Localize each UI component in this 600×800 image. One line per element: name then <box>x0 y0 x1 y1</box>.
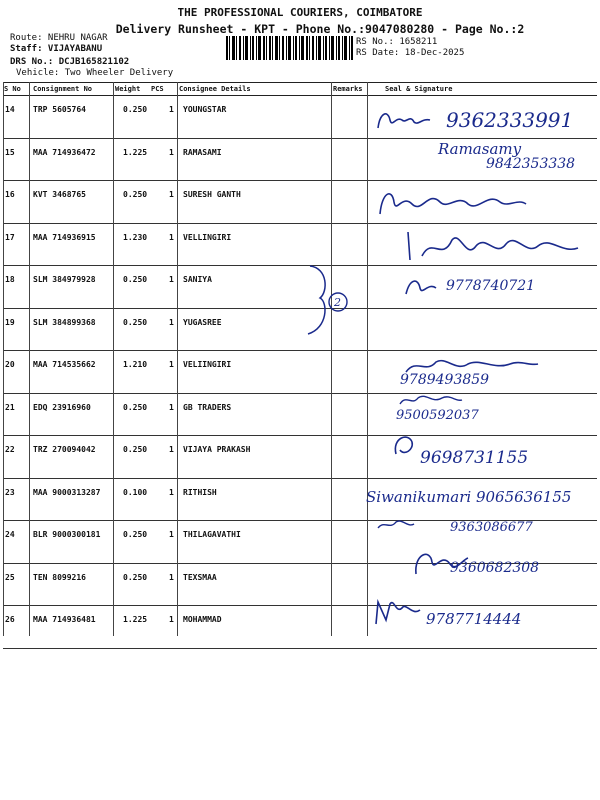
rs-number: RS No.: 1658211 <box>356 37 438 47</box>
row-consignee: VIJAYA PRAKASH <box>183 445 251 454</box>
company-title: THE PROFESSIONAL COURIERS, COIMBATORE <box>177 6 423 19</box>
row-sno: 23 <box>5 487 15 497</box>
handwritten-phone-26: 9787714444 <box>426 610 522 628</box>
row-weight: 0.100 <box>123 487 148 497</box>
row-consignment-no: TRP 5605764 <box>33 105 86 114</box>
row-pcs: 1 <box>169 530 174 539</box>
signature-mark <box>372 594 432 628</box>
row-weight: 0.250 <box>123 317 148 327</box>
vehicle-label: Vehicle: Two Wheeler Delivery <box>16 68 174 78</box>
row-consignment-no: MAA 714936915 <box>33 232 96 242</box>
row-sno: 14 <box>5 105 15 114</box>
row-pcs: 1 <box>169 360 174 369</box>
row-consignee: MOHAMMAD <box>183 615 222 624</box>
row-sno: 17 <box>5 232 15 242</box>
row-consignment-no: MAA 9000313287 <box>33 487 101 497</box>
row-weight: 1.225 <box>123 615 148 624</box>
col-consignee-header: Consignee Details <box>179 85 251 93</box>
row-pcs: 1 <box>169 147 174 157</box>
row-consignment-no: MAA 714936481 <box>33 615 96 624</box>
handwritten-phone-20: 9789493859 <box>400 372 490 388</box>
row-weight: 1.230 <box>123 232 148 242</box>
row-consignment-no: SLM 384899368 <box>33 317 96 327</box>
col-consignment-header: Consignment No <box>33 85 93 93</box>
signature-area <box>366 98 598 646</box>
drs-number: DRS No.: DCJB165821102 <box>10 57 130 67</box>
handwritten-phone-15: 9842353338 <box>486 156 576 172</box>
row-pcs: 1 <box>169 105 174 114</box>
row-weight: 0.250 <box>123 445 148 454</box>
row-consignment-no: SLM 384979928 <box>33 275 96 284</box>
row-sno: 25 <box>5 572 15 582</box>
row-consignment-no: TRZ 270094042 <box>33 445 96 454</box>
row-pcs: 1 <box>169 487 174 497</box>
row-pcs: 1 <box>169 317 174 327</box>
row-sno: 20 <box>5 360 15 369</box>
row-pcs: 1 <box>169 232 174 242</box>
row-consignment-no: MAA 714535662 <box>33 360 96 369</box>
signature-mark <box>396 392 466 408</box>
rs-date: RS Date: 18-Dec-2025 <box>356 48 465 58</box>
col-sno-header: S No <box>4 85 21 93</box>
bracket-mark <box>298 262 358 338</box>
row-weight: 0.250 <box>123 572 148 582</box>
row-weight: 0.250 <box>123 190 148 199</box>
signature-mark <box>376 518 416 532</box>
row-pcs: 1 <box>169 572 174 582</box>
col-divider <box>177 82 178 636</box>
col-pcs-header: PCS <box>151 85 164 93</box>
signature-mark <box>390 430 418 458</box>
runsheet-title: Delivery Runsheet - KPT - Phone No.:9047080280 - Page No.:2 <box>115 22 525 36</box>
col-seal-header: Seal & Signature <box>385 85 453 93</box>
staff-label: Staff: VIJAYABANU <box>10 44 103 54</box>
col-divider <box>29 82 30 636</box>
row-consignment-no: EDQ 23916960 <box>33 402 91 412</box>
handwritten-name-15: Ramasamy <box>438 140 522 158</box>
row-consignee: RAMASAMI <box>183 147 222 157</box>
row-consignee: SANIYA <box>183 275 212 284</box>
signature-mark <box>402 226 592 266</box>
handwritten-phone-14: 9362333991 <box>446 108 574 132</box>
row-consignment-no: TEN 8099216 <box>33 572 86 582</box>
signature-mark <box>402 274 442 298</box>
col-weight-header: Weight <box>115 85 141 93</box>
row-consignee: GB TRADERS <box>183 402 232 412</box>
row-consignee: VELLINGIRI <box>183 232 232 242</box>
table-border-left <box>3 82 4 636</box>
row-sno: 24 <box>5 530 15 539</box>
route-label: Route: NEHRU NAGAR <box>10 33 108 43</box>
row-sno: 18 <box>5 275 15 284</box>
bracket-mark-number: 2 <box>334 296 341 309</box>
row-sno: 21 <box>5 402 15 412</box>
row-consignment-no: BLR 9000300181 <box>33 530 101 539</box>
row-weight: 0.250 <box>123 530 148 539</box>
row-pcs: 1 <box>169 445 174 454</box>
row-sno: 16 <box>5 190 15 199</box>
row-pcs: 1 <box>169 190 174 199</box>
handwritten-phone-21: 9500592037 <box>396 408 479 423</box>
handwritten-phone-25: 9360682308 <box>450 560 540 576</box>
row-sno: 22 <box>5 445 15 454</box>
row-consignee: SURESH GANTH <box>183 190 241 199</box>
signature-mark <box>374 106 434 134</box>
signature-mark <box>372 184 532 224</box>
barcode-image <box>226 36 353 60</box>
row-consignee: YOUNGSTAR <box>183 105 227 114</box>
row-weight: 0.250 <box>123 105 148 114</box>
row-weight: 1.210 <box>123 360 148 369</box>
row-pcs: 1 <box>169 275 174 284</box>
row-weight: 0.250 <box>123 275 148 284</box>
row-consignee: RITHISH <box>183 487 217 497</box>
handwritten-phone-24: 9363086677 <box>450 520 533 535</box>
col-remarks-header: Remarks <box>333 85 363 93</box>
row-sno: 15 <box>5 147 15 157</box>
handwritten-name-phone-23: Siwanikumari 9065636155 <box>366 488 572 506</box>
col-divider <box>113 82 114 636</box>
row-consignee: VELIINGIRI <box>183 360 232 369</box>
row-pcs: 1 <box>169 615 174 624</box>
row-consignee: THILAGAVATHI <box>183 530 241 539</box>
col-divider <box>331 82 332 636</box>
handwritten-phone-22: 9698731155 <box>420 448 529 468</box>
handwritten-phone-18: 9778740721 <box>446 278 536 294</box>
row-consignment-no: MAA 714936472 <box>33 147 96 157</box>
row-consignment-no: KVT 3468765 <box>33 190 86 199</box>
row-pcs: 1 <box>169 402 174 412</box>
row-weight: 0.250 <box>123 402 148 412</box>
row-sno: 19 <box>5 317 15 327</box>
table-header <box>3 82 597 96</box>
row-consignee: YUGASREE <box>183 317 222 327</box>
row-consignee: TEXSMAA <box>183 572 217 582</box>
row-weight: 1.225 <box>123 147 148 157</box>
row-sno: 26 <box>5 615 15 624</box>
